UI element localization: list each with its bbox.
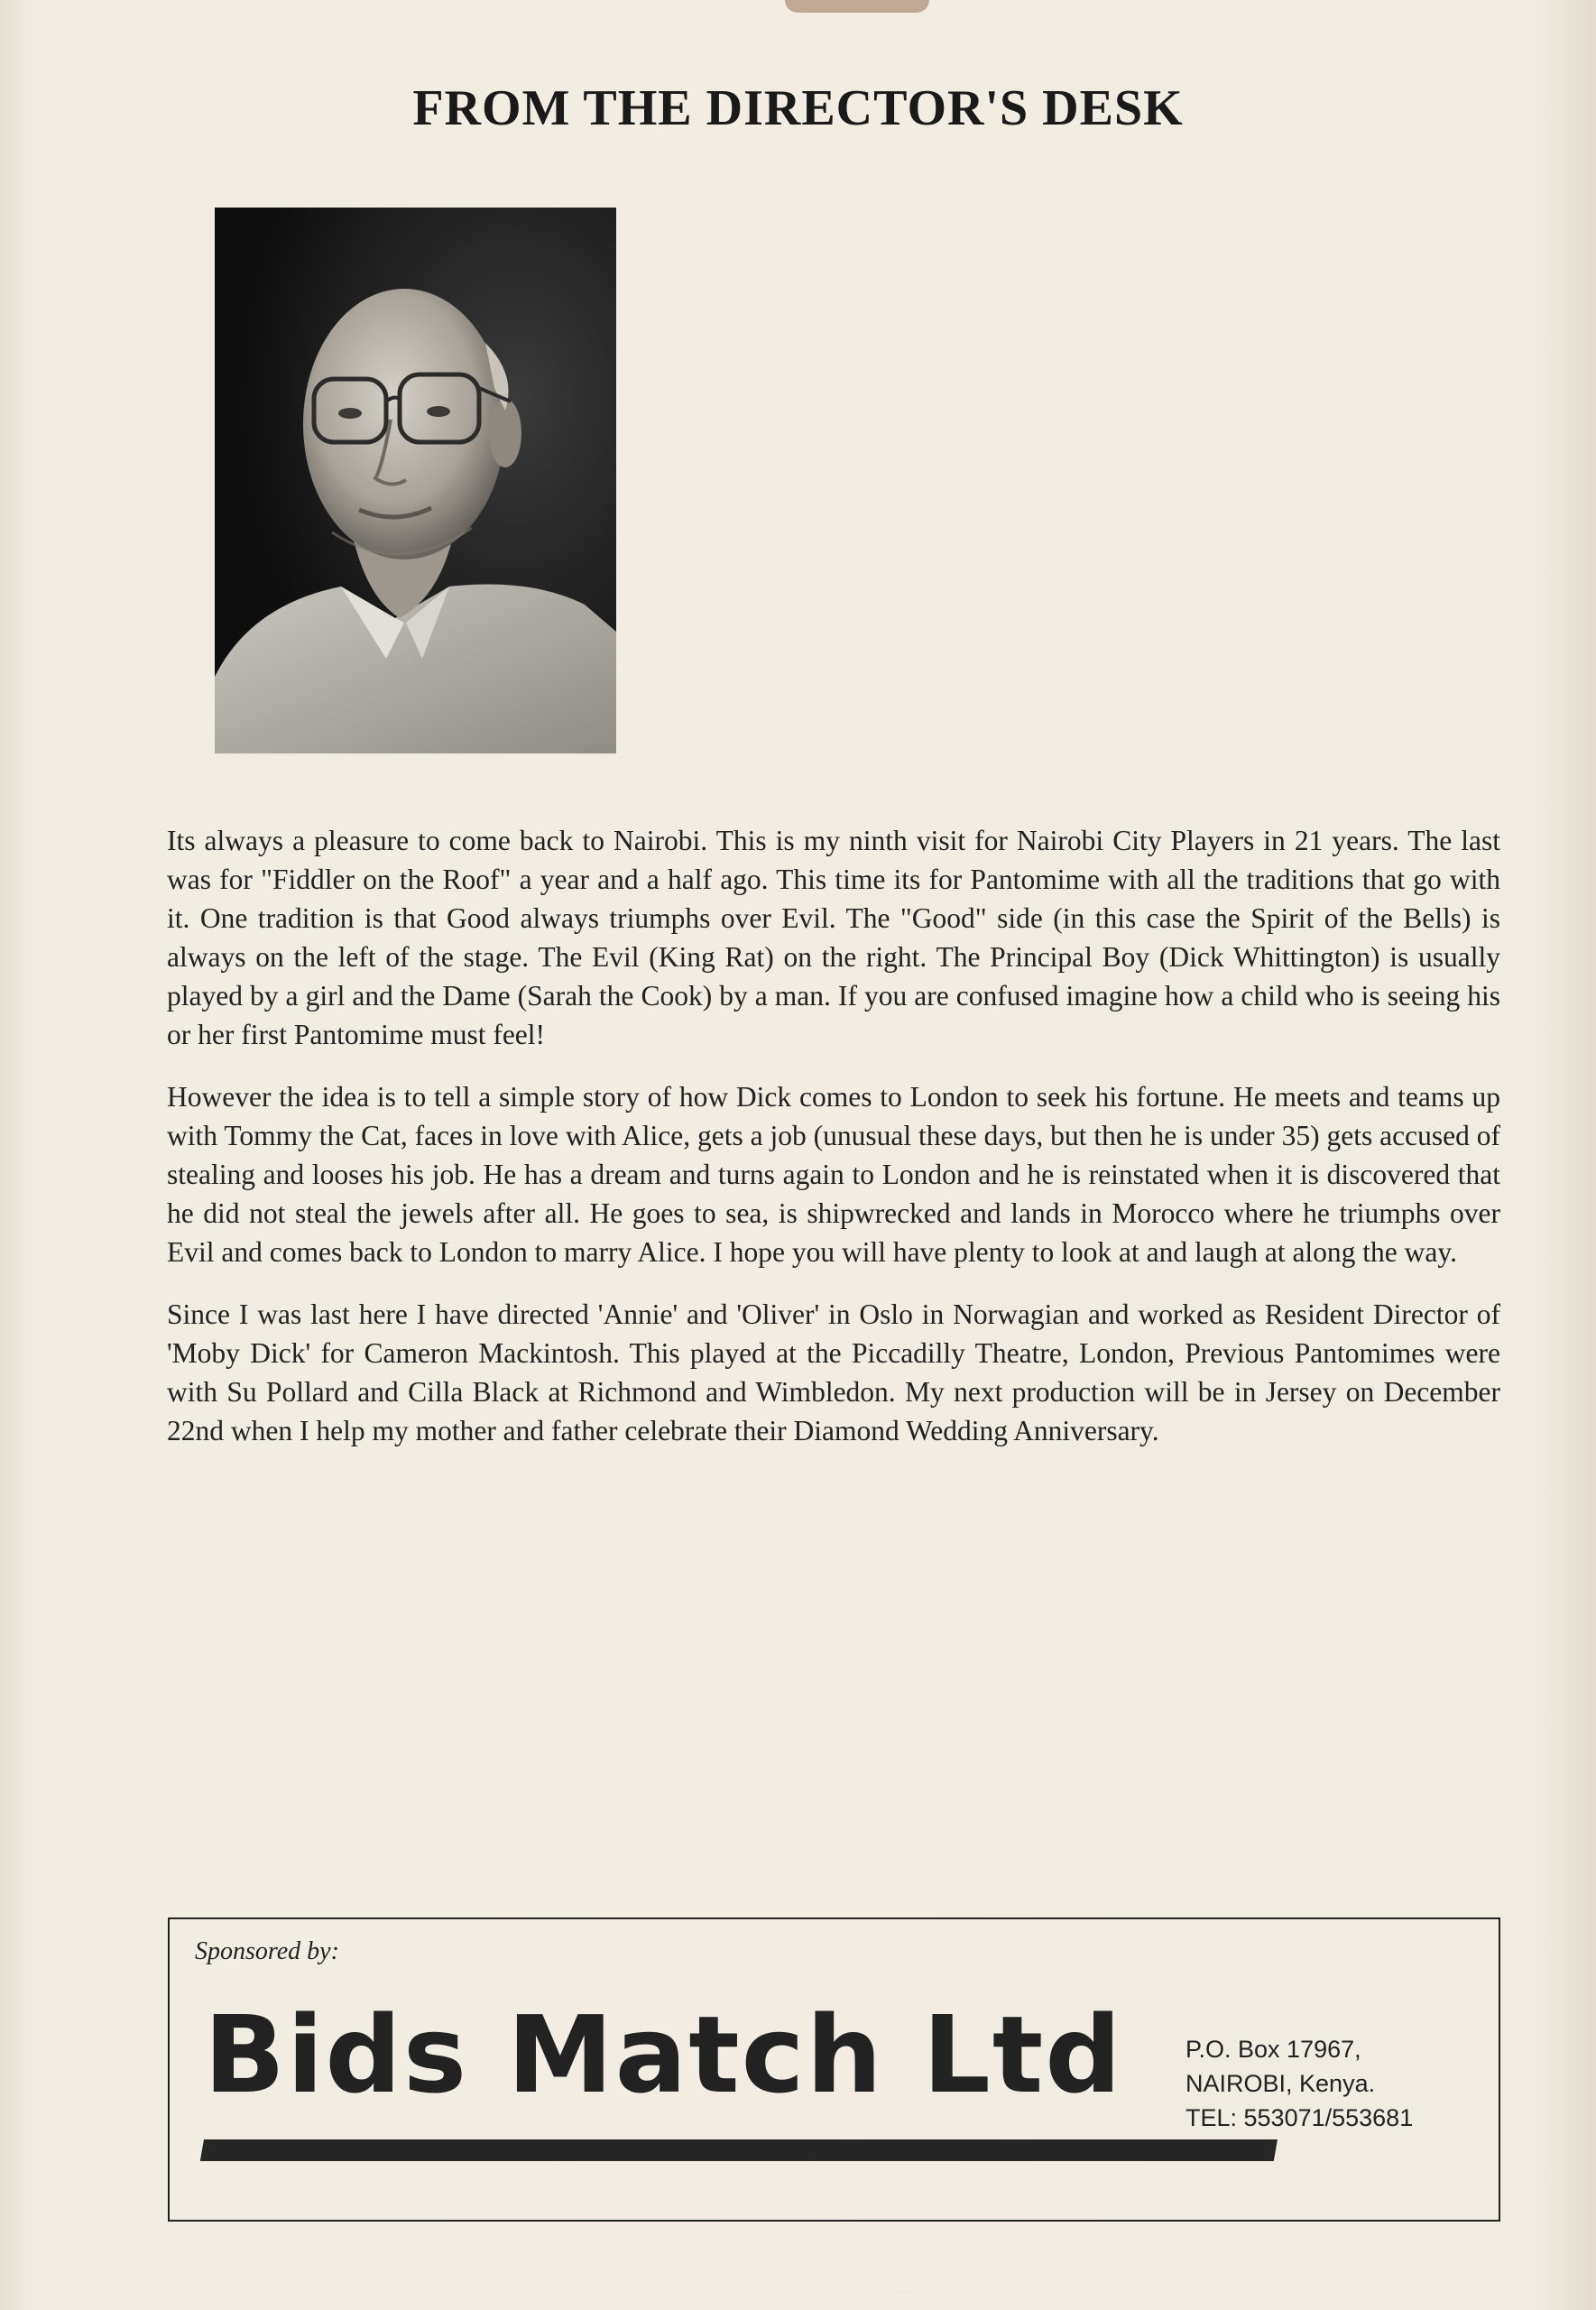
letter-paragraph-2: However the idea is to tell a simple story of how Dick comes to London to seek his fortune. He meets and teams up with Tommy the Cat, faces in love with Alice, gets a job (unusual these days, but then he is under 35) gets accused of stealing and looses his job. He has a dream and turns again to London and he is reinstated when it is discovered that he did not steal the jewels after all. He goes to sea, is shipwrecked and lands in Morocco where he triumphs over Evil and comes back to London to marry Alice. I hope you will have plenty to look at and laugh at along the way.: [167, 1081, 1500, 1268]
binding-tab: [785, 0, 929, 13]
director-letter-body: [167, 821, 1500, 1474]
page-title: FROM THE DIRECTOR'S DESK: [412, 80, 1184, 136]
sponsor-address: [1185, 2032, 1413, 2135]
sponsor-address-line: TEL: 553071/553681: [1185, 2104, 1414, 2131]
sponsor-address-line: NAIROBI, Kenya.: [1185, 2070, 1376, 2097]
sponsor-logo: [204, 1991, 1196, 2145]
sponsor-label: Sponsored by:: [195, 1937, 339, 1965]
letter-paragraph-3: Since I was last here I have directed 'Annie' and 'Oliver' in Oslo in Norwagian and worked as Resident Director of 'Moby Dick' for Cameron Mackintosh. This played at the Piccadilly Theatre, London, Previous Pantomimes were with Su Pollard and Cilla Black at Richmond and Wimbledon. My next production will be in Jersey on December 22nd when I help my mother and father celebrate their Diamond Wedding Anniversary.: [167, 1298, 1500, 1446]
sponsor-logo-text: Bids Match Ltd: [204, 1992, 1123, 2117]
letter-paragraph-1: Its always a pleasure to come back to Nairobi. This is my ninth visit for Nairobi City Players in 21 years. The last was for "Fiddler on the Roof" a year and a half ago. This time its for Pantomime with all the traditions that go with it. One tradition is that Good always triumphs over Evil. The "Good" side (in this case the Spirit of the Bells) is always on the left of the stage. The Evil (King Rat) on the right. The Principal Boy (Dick Whittington) is usually played by a girl and the Dame (Sarah the Cook) by a man. If you are confused imagine how a child who is seeing his or her first Pantomime must feel!: [167, 825, 1500, 1050]
sponsor-logo-underline: [200, 2139, 1278, 2161]
sponsor-address-line: P.O. Box 17967,: [1185, 2036, 1361, 2063]
sponsor-box: [168, 1917, 1500, 2222]
director-portrait-photo: [215, 208, 616, 753]
